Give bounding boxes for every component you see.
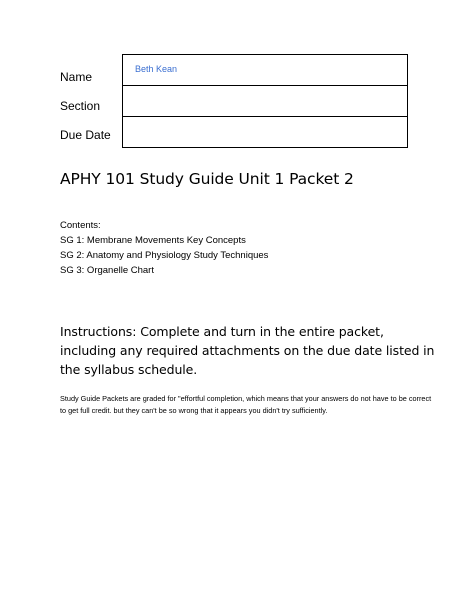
contents-item: SG 1: Membrane Movements Key Concepts bbox=[60, 235, 246, 246]
contents-section bbox=[60, 218, 268, 278]
section-field[interactable] bbox=[122, 85, 408, 117]
contents-heading: Contents: bbox=[60, 220, 101, 231]
name-value: Beth Kean bbox=[135, 64, 178, 74]
grading-note: Study Guide Packets are graded for "effortful completion, which means that your answers do not have to be correct to get full credit. but they can't be so wrong that it appears you didn't try sufficiently. bbox=[60, 394, 432, 415]
contents-item: SG 3: Organelle Chart bbox=[60, 265, 154, 276]
contents-item: SG 2: Anatomy and Physiology Study Techniques bbox=[60, 250, 269, 261]
due-date-label: Due Date bbox=[60, 128, 111, 142]
name-field[interactable] bbox=[122, 54, 408, 86]
page-title: APHY 101 Study Guide Unit 1 Packet 2 bbox=[60, 170, 354, 188]
due-date-field[interactable] bbox=[122, 116, 408, 148]
name-label: Name bbox=[60, 70, 93, 84]
instructions-text: Instructions: Complete and turn in the entire packet, including any required attachments on the due date listed in the syllabus schedule. bbox=[60, 324, 435, 377]
section-label: Section bbox=[60, 99, 101, 113]
